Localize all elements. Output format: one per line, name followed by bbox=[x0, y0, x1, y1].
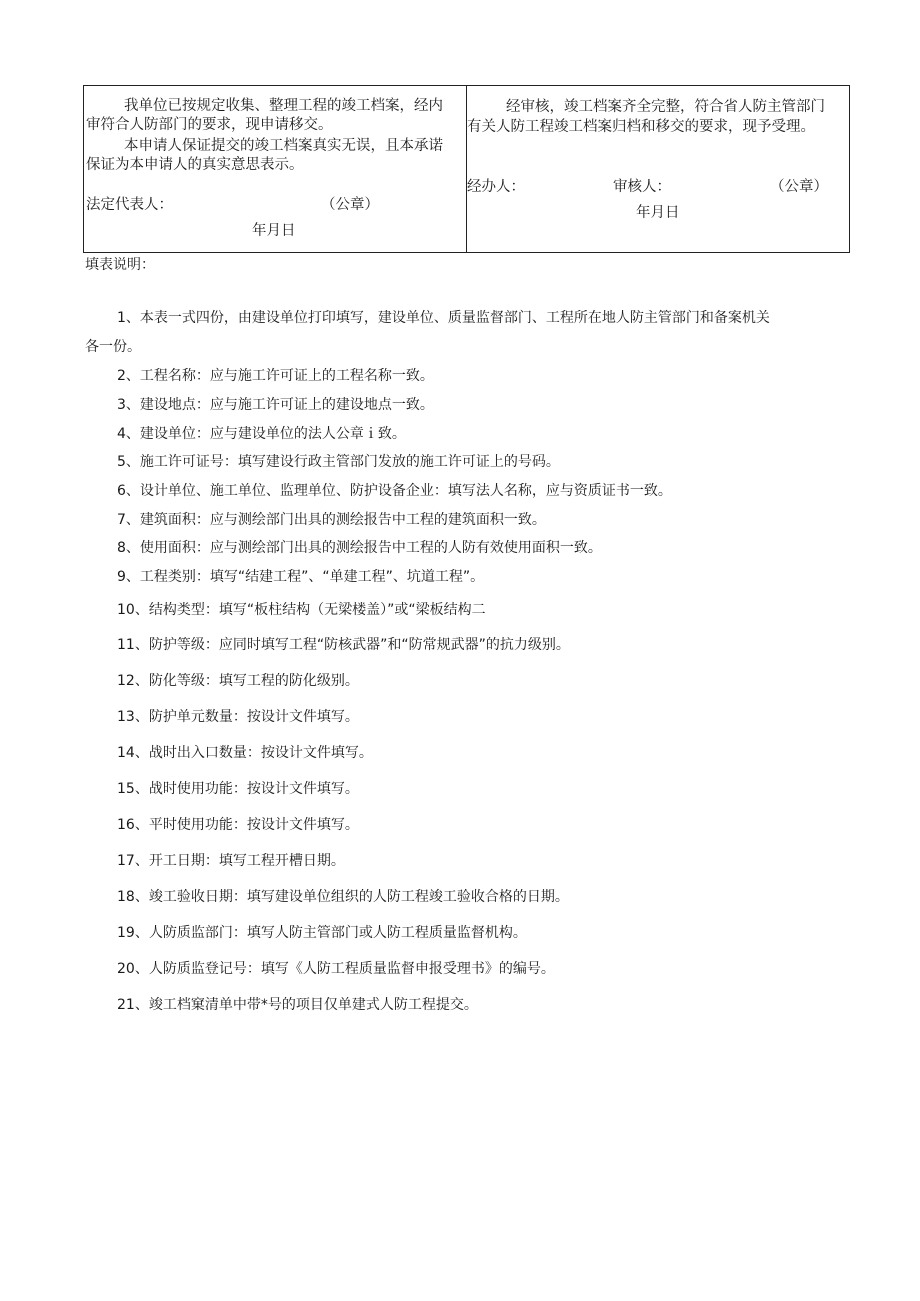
reviewer-label: 审核人： bbox=[613, 179, 671, 195]
handler-label: 经办人： bbox=[467, 179, 525, 195]
note-item-continuation: 各一份。 bbox=[85, 339, 141, 355]
note-item: 8、使用面积：应与测绘部门出具的测绘报告中工程的人防有效使用面积一致。 bbox=[117, 540, 602, 556]
note-item: 10、结构类型：填写“板柱结构（无梁楼盖）”或“梁板结构二 bbox=[117, 602, 486, 618]
note-item: 6、设计单位、施工单位、监理单位、防护设备企业：填写法人名称，应与资质证书一致。 bbox=[117, 483, 672, 499]
applicant-pledge-line-2: 保证为本申请人的真实意思表示。 bbox=[86, 157, 304, 173]
note-item: 19、人防质监部门：填写人防主管部门或人防工程质量监督机构。 bbox=[117, 925, 527, 941]
applicant-statement-line-1: 我单位已按规定收集、整理工程的竣工档案，经内 bbox=[124, 98, 443, 114]
legal-representative-label: 法定代表人： bbox=[86, 197, 173, 213]
applicant-pledge-line-1: 本申请人保证提交的竣工档案真实无误，且本承诺 bbox=[124, 138, 443, 154]
applicant-date-label: 年月日 bbox=[252, 223, 296, 239]
note-item: 13、防护单元数量：按设计文件填写。 bbox=[117, 709, 359, 725]
applicant-seal-label: （公章） bbox=[321, 197, 379, 213]
note-item: 3、建设地点：应与施工许可证上的建设地点一致。 bbox=[117, 397, 434, 413]
signature-table bbox=[83, 85, 850, 253]
reviewer-date-label: 年月日 bbox=[636, 205, 680, 221]
note-item: 16、平时使用功能：按设计文件填写。 bbox=[117, 817, 359, 833]
note-item: 5、施工许可证号：填写建设行政主管部门发放的施工许可证上的号码。 bbox=[117, 454, 560, 470]
note-item: 11、防护等级：应同时填写工程“防核武器”和“防常规武器”的抗力级别。 bbox=[117, 637, 570, 653]
note-item: 9、工程类别：填写“结建工程”、“单建工程”、坑道工程”。 bbox=[117, 569, 485, 585]
note-item: 7、建筑面积：应与测绘部门出具的测绘报告中工程的建筑面积一致。 bbox=[117, 512, 546, 528]
note-item: 15、战时使用功能：按设计文件填写。 bbox=[117, 781, 359, 797]
review-statement-line-2: 有关人防工程竣工档案归档和移交的要求，现予受理。 bbox=[467, 119, 815, 135]
reviewer-cell bbox=[467, 86, 849, 252]
reviewer-seal-label: （公章） bbox=[770, 179, 828, 195]
review-statement-line-1: 经审核，竣工档案齐全完整，符合省人防主管部门 bbox=[506, 99, 825, 115]
notes-title: 填表说明： bbox=[85, 257, 155, 273]
applicant-cell bbox=[84, 86, 467, 252]
note-item: 12、防化等级：填写工程的防化级别。 bbox=[117, 673, 359, 689]
note-item: 2、工程名称：应与施工许可证上的工程名称一致。 bbox=[117, 368, 434, 384]
applicant-statement-line-2: 审符合人防部门的要求，现申请移交。 bbox=[86, 117, 333, 133]
note-item: 18、竣工验收日期：填写建设单位组织的人防工程竣工验收合格的日期。 bbox=[117, 889, 569, 905]
note-item: 17、开工日期：填写工程开槽日期。 bbox=[117, 853, 345, 869]
note-item: 1、本表一式四份，由建设单位打印填写，建设单位、质量监督部门、工程所在地人防主管部门和备案机关 bbox=[117, 310, 770, 326]
note-item: 21、竣工档窠清单中带*号的项目仅单建式人防工程提交。 bbox=[117, 997, 478, 1013]
note-item: 14、战时出入口数量：按设计文件填写。 bbox=[117, 745, 373, 761]
note-item: 4、建设单位：应与建设单位的法人公章ｉ致。 bbox=[117, 426, 406, 442]
note-item: 20、人防质监登记号：填写《人防工程质量监督申报受理书》的编号。 bbox=[117, 961, 555, 977]
